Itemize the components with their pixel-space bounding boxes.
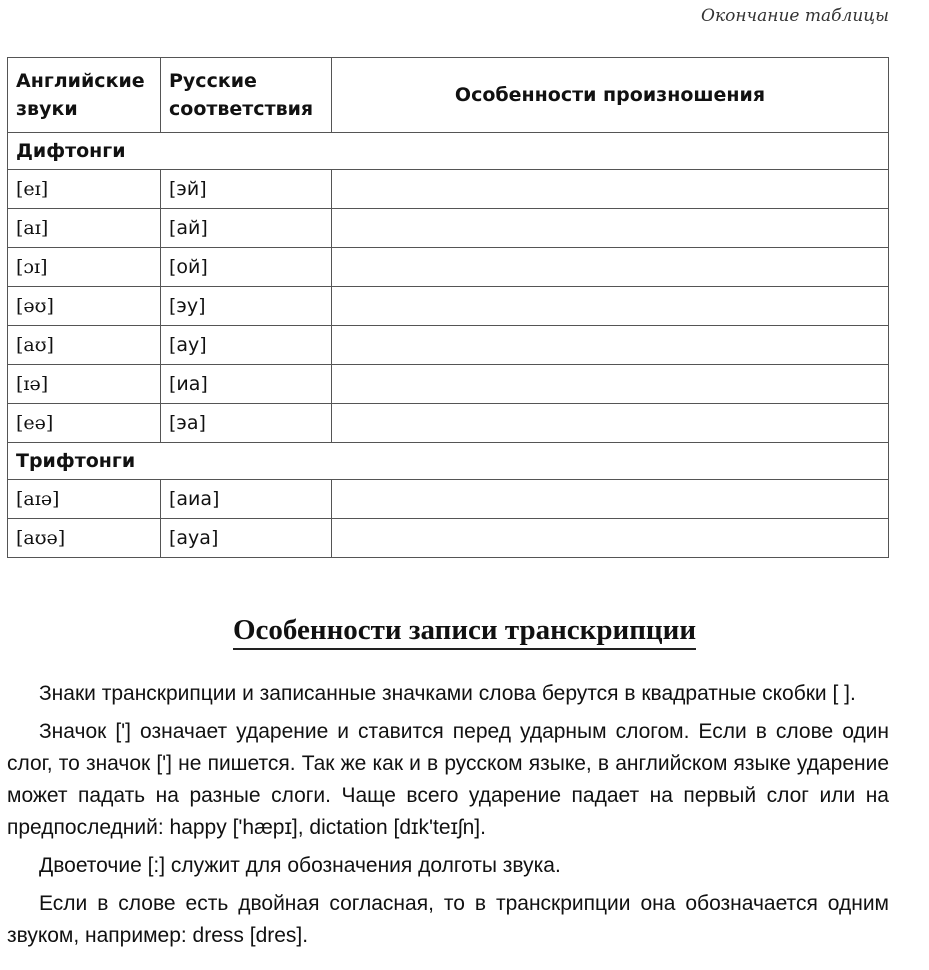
russian-equivalent-cell: [аиа] — [161, 480, 332, 519]
section-title — [0, 614, 929, 647]
section-heading: Трифтонги — [8, 443, 889, 480]
english-sound-cell: [aʊ] — [8, 326, 161, 365]
header-russian-equivalents: Русские соответствия — [161, 58, 332, 133]
russian-equivalent-cell: [ауа] — [161, 519, 332, 558]
paragraph: Знаки транскрипции и записанные значками слова берутся в квадратные скобки [ ]. — [39, 682, 856, 705]
english-sound-cell: [aʊə] — [8, 519, 161, 558]
pronunciation-cell — [332, 209, 889, 248]
pronunciation-cell — [332, 365, 889, 404]
table-section-row — [8, 443, 889, 480]
pronunciation-cell — [332, 519, 889, 558]
running-head: Окончание таблицы — [701, 6, 889, 26]
table-row — [8, 248, 889, 287]
table-section-row — [8, 133, 889, 170]
paragraph: Если в слове есть двойная согласная, то в транскрипции она обозначается одним звуком, например: dress [dres]. — [7, 892, 889, 947]
table-row — [8, 326, 889, 365]
pronunciation-cell — [332, 287, 889, 326]
table-row — [8, 480, 889, 519]
table-row — [8, 209, 889, 248]
table-row — [8, 170, 889, 209]
pronunciation-cell — [332, 326, 889, 365]
english-sound-cell: [eə] — [8, 404, 161, 443]
russian-equivalent-cell: [эй] — [161, 170, 332, 209]
russian-equivalent-cell: [иа] — [161, 365, 332, 404]
russian-equivalent-cell: [эу] — [161, 287, 332, 326]
table-header-row — [8, 58, 889, 133]
english-sound-cell: [aɪə] — [8, 480, 161, 519]
russian-equivalent-cell: [ау] — [161, 326, 332, 365]
section-heading: Дифтонги — [8, 133, 889, 170]
english-sound-cell: [ɔɪ] — [8, 248, 161, 287]
russian-equivalent-cell: [ай] — [161, 209, 332, 248]
paragraph: Значок ['] означает ударение и ставится перед ударным слогом. Если в слове один слог, то значок ['] не пишется. Так же как и в русском языке, в английском языке ударение может падать на разные слоги. Чаще всего ударение падает на первый слог или на предпоследний: happy ['hæpɪ], dictation [dɪk'teɪʃn]. — [7, 720, 889, 839]
section-title-text: Особенности записи транскрипции — [233, 614, 696, 650]
paragraph: Двоеточие [:] служит для обозначения долготы звука. — [39, 854, 561, 877]
header-pronunciation: Особенности произношения — [332, 58, 889, 133]
header-english-sounds: Английские звуки — [8, 58, 161, 133]
table-row — [8, 287, 889, 326]
english-sound-cell: [eɪ] — [8, 170, 161, 209]
table-row — [8, 365, 889, 404]
english-sound-cell: [ɪə] — [8, 365, 161, 404]
pronunciation-cell — [332, 170, 889, 209]
table-row — [8, 404, 889, 443]
english-sound-cell: [əʊ] — [8, 287, 161, 326]
pronunciation-cell — [332, 480, 889, 519]
english-sound-cell: [aɪ] — [8, 209, 161, 248]
pronunciation-cell — [332, 248, 889, 287]
russian-equivalent-cell: [ой] — [161, 248, 332, 287]
table-row — [8, 519, 889, 558]
body-text — [7, 678, 889, 958]
sounds-table — [7, 57, 889, 558]
russian-equivalent-cell: [эа] — [161, 404, 332, 443]
pronunciation-cell — [332, 404, 889, 443]
